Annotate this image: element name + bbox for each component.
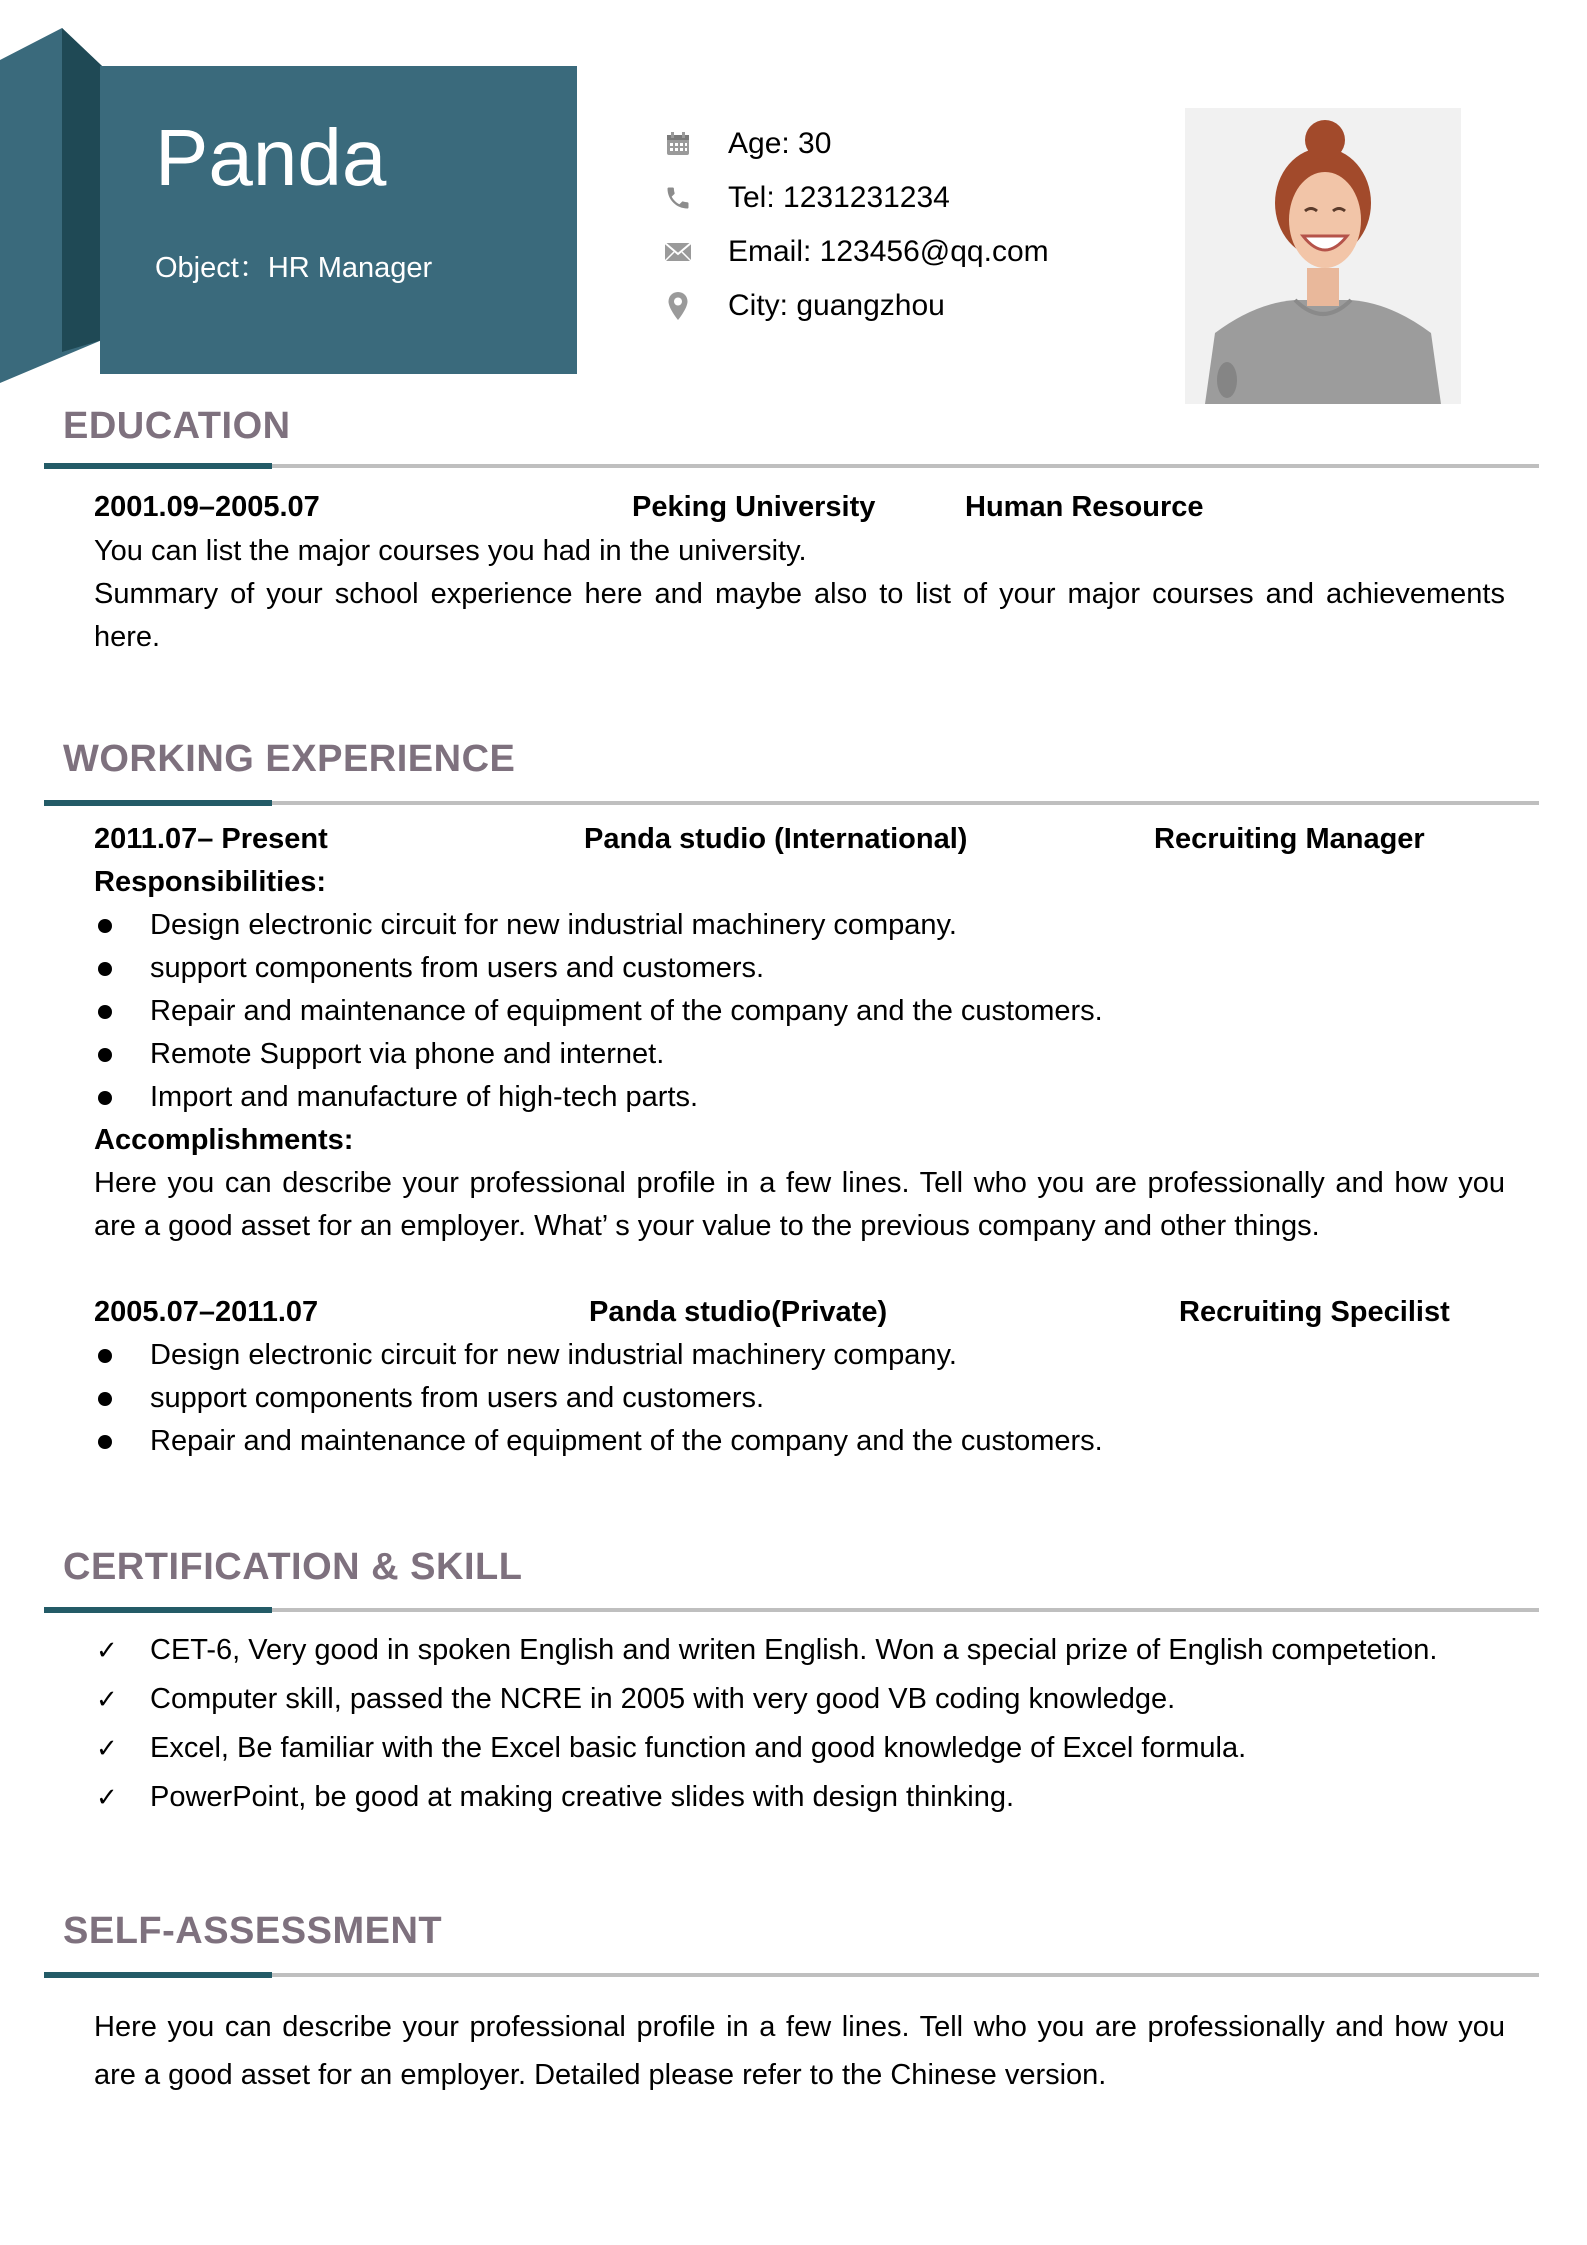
education-line-1: You can list the major courses you had in the university. [94, 535, 807, 567]
education-period: 2001.09–2005.07 [94, 491, 320, 523]
contact-city [663, 286, 945, 326]
self-assessment-rule-accent [44, 1972, 272, 1978]
job1-period: 2011.07– Present [94, 823, 328, 855]
job2-role: Recruiting Specilist [1179, 1296, 1450, 1328]
job1-accomplishments-label: Accomplishments: [94, 1124, 354, 1156]
education-school: Peking University [632, 491, 876, 523]
education-major: Human Resource [965, 491, 1204, 523]
job2-company: Panda studio(Private) [589, 1296, 888, 1328]
location-pin-icon [663, 291, 693, 321]
skills-rule-accent [44, 1607, 272, 1613]
bullet-dot-icon [98, 962, 112, 976]
bullet-dot-icon [98, 1435, 112, 1449]
tel-text: Tel: 1231231234 [728, 181, 950, 214]
contact-email [663, 232, 1049, 272]
banner-fold-shadow [62, 28, 102, 352]
phone-icon [663, 183, 693, 213]
skills-heading: CERTIFICATION & SKILL [63, 1546, 523, 1588]
contact-age [663, 124, 831, 164]
candidate-name: Panda [155, 113, 387, 202]
job2-period: 2005.07–2011.07 [94, 1296, 319, 1328]
education-rule-accent [44, 463, 272, 469]
experience-heading: WORKING EXPERIENCE [63, 738, 516, 780]
envelope-icon [663, 237, 693, 267]
education-line-2: Summary of your school experience here and maybe also to list of your major courses and achievements here. [94, 578, 1505, 653]
bullet-dot-icon [98, 1349, 112, 1363]
age-text: Age: 30 [728, 127, 832, 160]
job1-accomplishments-text: Here you can describe your professional profile in a few lines. Tell who you are professionally and how you are a good asset for an employer. What’ s your value to the previous company and other things. [94, 1167, 1505, 1242]
experience-rule-accent [44, 800, 272, 806]
bullet-dot-icon [98, 1048, 112, 1062]
self-assessment-text: Here you can describe your professional profile in a few lines. Tell who you are professionally and how you are a good asset for an employer. Detailed please refer to the Chinese version. [94, 2011, 1505, 2091]
bullet-dot-icon [98, 1091, 112, 1105]
job-objective: Object：HR Manager [155, 252, 433, 284]
calendar-icon [663, 129, 693, 159]
bullet-dot-icon [98, 1005, 112, 1019]
job1-responsibilities-label: Responsibilities: [94, 866, 327, 898]
job1-role: Recruiting Manager [1154, 823, 1425, 855]
checkmark-icon: ✓ [96, 1684, 118, 1714]
education-heading: EDUCATION [63, 405, 291, 447]
contact-tel [663, 178, 950, 218]
checkmark-icon: ✓ [96, 1635, 118, 1665]
profile-photo [1185, 108, 1461, 404]
bullet-dot-icon [98, 1392, 112, 1406]
self-assessment-heading: SELF-ASSESSMENT [63, 1910, 443, 1952]
checkmark-icon: ✓ [96, 1733, 118, 1763]
checkmark-icon: ✓ [96, 1782, 118, 1812]
bullet-dot-icon [98, 919, 112, 933]
job1-company: Panda studio (International) [584, 823, 968, 855]
city-text: City: guangzhou [728, 289, 945, 322]
email-text: Email: 123456@qq.com [728, 235, 1049, 268]
